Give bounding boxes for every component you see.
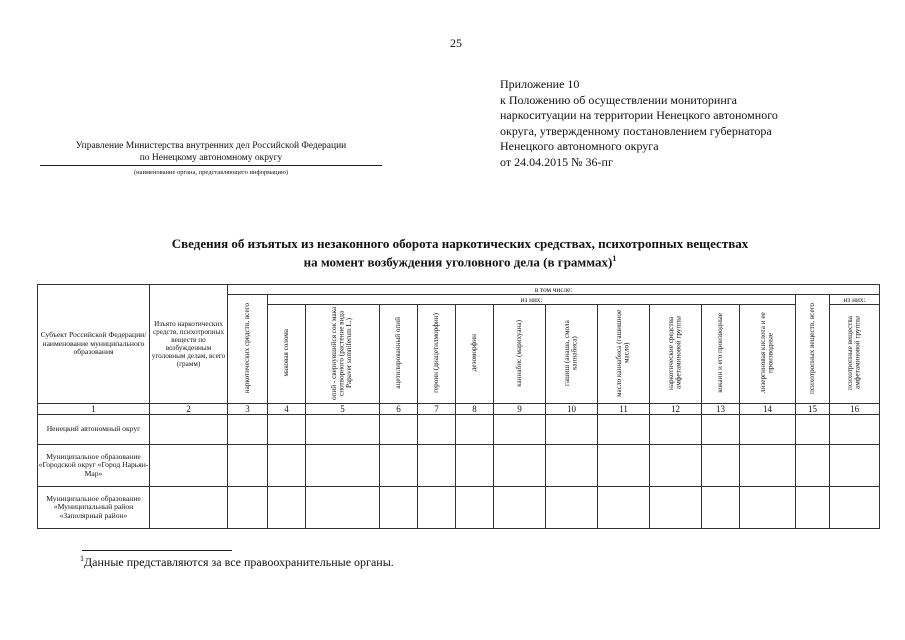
appendix-line: округа, утвержденному постановлением губернатора [500,123,772,138]
table-cell [380,487,418,529]
table-cell [702,415,740,445]
table-cell [598,415,650,445]
footnote-mark: 1 [80,554,84,563]
header-psychotropic-total: психотропных веществ, всего [796,295,830,404]
title-line1: Сведения об изъятых из незаконного оборота наркотических средствах, психотропных веществах [171,236,749,251]
table-cell [418,445,456,487]
table-row [38,415,880,445]
table-cell [306,445,380,487]
column-numbers-row [38,404,880,415]
column-number: 6 [380,404,418,415]
title-footnote-mark: 1 [612,254,617,263]
report-title [100,236,820,269]
table-cell [150,415,228,445]
table-cell [494,445,546,487]
column-number: 8 [456,404,494,415]
table-cell [702,445,740,487]
table-cell [546,415,598,445]
table-cell [228,445,268,487]
appendix-line: Приложение 10 [500,77,580,91]
column-number: 5 [306,404,380,415]
table-cell [228,487,268,529]
table-cell [494,487,546,529]
table-cell [830,415,880,445]
header-amphetamine-narcotics: наркотические средства амфетаминовой группы [650,305,702,404]
table-cell [740,445,796,487]
table-cell [150,487,228,529]
appendix-line: от 24.04.2015 № 36-пг [500,154,613,169]
header-of-which-narcotics: из них: [268,295,796,305]
data-table [37,284,880,529]
table-cell [306,415,380,445]
table-cell [650,415,702,445]
table-cell [598,445,650,487]
table-cell [268,487,306,529]
header-amphetamine-psychotropic: психотропные вещества амфетаминовой группы [830,305,880,404]
column-number: 4 [268,404,306,415]
org-caption: (наименование органа, представляющего информацию) [133,169,289,176]
appendix-line: Ненецкого автономного округа [500,139,659,154]
table-cell [456,487,494,529]
column-number: 2 [150,404,228,415]
header-acetylated-opium: ацетилированный опий [380,305,418,404]
table-cell [702,487,740,529]
header-narcotics-total: наркотических средств, всего [228,295,268,404]
page-number: 25 [450,36,462,50]
table-cell [418,415,456,445]
org-name-line2: по Ненецкому автономному округу [139,153,283,163]
title-line2: на момент возбуждения уголовного дела (в граммах)$^1$ [303,254,617,270]
table-cell [650,445,702,487]
header-hashish: гашиш (анаша, смола каннабиса) [546,305,598,404]
table-cell [150,445,228,487]
column-number: 13 [702,404,740,415]
column-number: 3 [228,404,268,415]
header-cannabis-oil: масло каннабиса (гашишное масло) [598,305,650,404]
header-opium: опий - свернувшийся сок мака снотворного (растение вида Papaver somniferum L.) [306,305,380,404]
table-cell [546,487,598,529]
table-cell [546,445,598,487]
table-cell [306,487,380,529]
header-of-which-psychotropic: из них: [830,295,880,305]
header-subject: Субъект Российской Федерации/ наименование муниципального образования [38,285,150,404]
column-number: 16 [830,404,880,415]
column-number: 1 [38,404,150,415]
table-cell [380,445,418,487]
row-label: Муниципальное образование «Городской округ «Город Нарьян-Мар» [38,445,150,487]
header-seized-total: Изъято наркотических средств, психотропных веществ по возбужденным уголовным делам, всего (грамм) [150,285,228,404]
table-cell [796,487,830,529]
table-cell [830,445,880,487]
header-including: в том числе: [228,285,880,295]
appendix-line: наркоситуации на территории Ненецкого автономного [500,108,778,123]
table-cell [650,487,702,529]
org-name-line1: Управление Министерства внутренних дел Российской Федерации [75,141,347,151]
header-cocaine: кокаин и его производные [702,305,740,404]
table-cell [380,415,418,445]
table-cell [796,415,830,445]
column-number: 9 [494,404,546,415]
footnote [80,554,394,570]
column-number: 12 [650,404,702,415]
appendix-block [500,77,778,171]
table-cell [456,445,494,487]
appendix-line: к Положению об осуществлении мониторинга [500,92,738,107]
row-label: Ненецкий автономный округ [38,415,150,445]
table-cell [796,445,830,487]
header-lysergic-acid: лизергиновая кислота и ее производные [740,305,796,404]
column-number: 15 [796,404,830,415]
org-underline [40,165,382,166]
row-label: Муниципальное образование «Муниципальный район «Заполярный район» [38,487,150,529]
table-row [38,445,880,487]
footnote-text: Данные представляются за все правоохранительные органы. [84,555,394,569]
footnote-divider [82,550,232,551]
table-cell [268,445,306,487]
column-number: 11 [598,404,650,415]
table-cell [598,487,650,529]
table-cell [456,415,494,445]
table-cell [418,487,456,529]
column-number: 10 [546,404,598,415]
table-cell [494,415,546,445]
header-desomorphine: дезоморфин [456,305,494,404]
header-cannabis: каннабис (марихуана) [494,305,546,404]
table-cell [830,487,880,529]
table-row [38,487,880,529]
table-cell [268,415,306,445]
header-heroin: героин (диацетилморфин) [418,305,456,404]
table-cell [228,415,268,445]
header-poppy-straw: маковая солома [268,305,306,404]
organization-block [40,140,382,179]
table-cell [740,415,796,445]
data-table-wrapper [37,284,880,529]
column-number: 14 [740,404,796,415]
table-cell [740,487,796,529]
column-number: 7 [418,404,456,415]
